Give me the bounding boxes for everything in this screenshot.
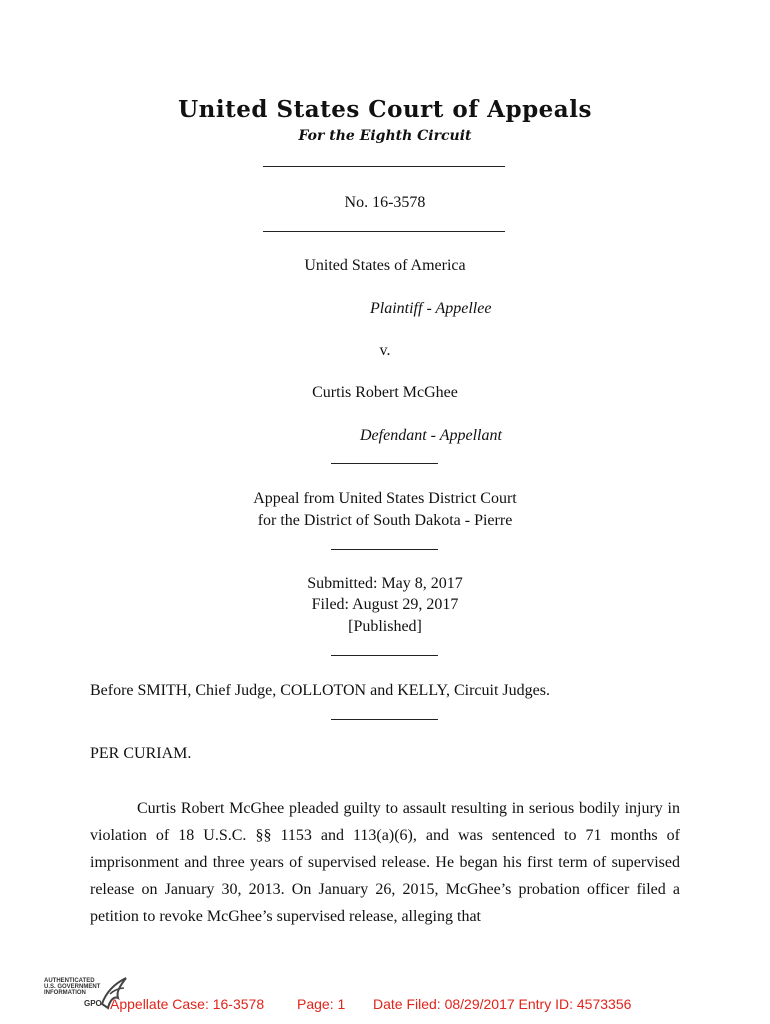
opinion-body bbox=[90, 795, 680, 930]
appeal-origin-line1: Appeal from United States District Court bbox=[253, 490, 517, 507]
divider bbox=[331, 655, 438, 656]
plaintiff-name: United States of America bbox=[304, 257, 466, 274]
divider bbox=[331, 463, 438, 464]
court-title: United States Court of Appeals bbox=[178, 96, 592, 123]
divider bbox=[263, 166, 505, 167]
case-number: No. 16-3578 bbox=[344, 194, 426, 211]
panel-judges: Before SMITH, Chief Judge, COLLOTON and KELLY, Circuit Judges. bbox=[90, 682, 550, 699]
footer-date-filed: Date Filed: 08/29/2017 Entry ID: 4573356 bbox=[373, 996, 632, 1012]
gpo-authentication-text: AUTHENTICATED U.S. GOVERNMENT INFORMATION bbox=[44, 978, 101, 996]
gpo-label: GPO bbox=[84, 999, 102, 1008]
versus: v. bbox=[379, 342, 391, 359]
opinion-heading: PER CURIAM. bbox=[90, 745, 192, 762]
court-subtitle: For the Eighth Circuit bbox=[298, 128, 472, 144]
opinion-paragraph: Curtis Robert McGhee pleaded guilty to assault resulting in serious bodily injury in violation of 18 U.S.C. §§ 1153 and 113(a)(6), and was sentenced to 71 months of imprisonment and three years of supervised release. He began his first term of supervised release on January 30, 2013. On January 26, 2015, McGhee’s probation officer filed a petition to revoke McGhee’s supervised release, alleging that bbox=[90, 800, 680, 925]
submitted-date: Submitted: May 8, 2017 bbox=[307, 575, 463, 592]
plaintiff-role: Plaintiff - Appellee bbox=[370, 300, 492, 317]
published-status: [Published] bbox=[348, 618, 422, 635]
defendant-name: Curtis Robert McGhee bbox=[312, 384, 458, 401]
divider bbox=[331, 549, 438, 550]
divider bbox=[331, 719, 438, 720]
defendant-role: Defendant - Appellant bbox=[360, 427, 502, 444]
divider bbox=[263, 231, 505, 232]
footer-page: Page: 1 bbox=[297, 996, 346, 1012]
footer-appellate-case: Appellate Case: 16-3578 bbox=[110, 996, 265, 1012]
filed-date: Filed: August 29, 2017 bbox=[311, 596, 459, 613]
appeal-origin-line2: for the District of South Dakota - Pierre bbox=[257, 512, 513, 529]
